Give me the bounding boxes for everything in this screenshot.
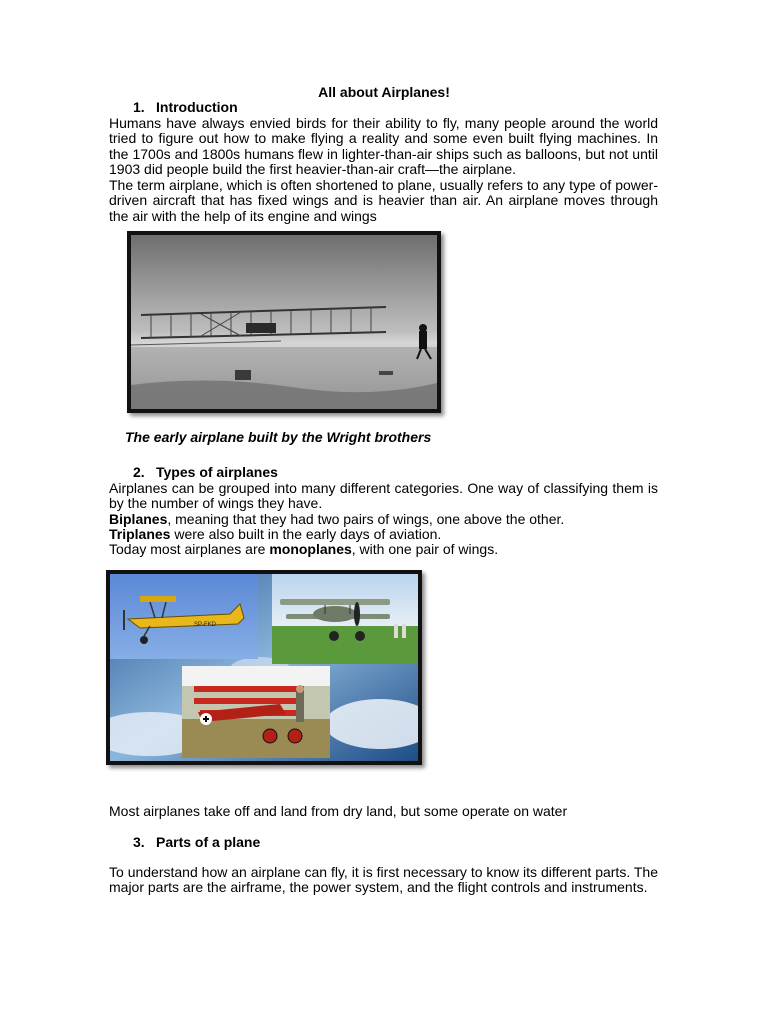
intro-paragraph-2: The term airplane, which is often shortened to plane, usually refers to any type of power-driven aircraft that has fixed wings and is heavier than air. An airplane moves through the air with the help of its engine and wings xyxy=(109,177,658,224)
triplanes-term: Triplanes xyxy=(109,526,171,542)
monoplanes-after: , with one pair of wings. xyxy=(351,541,499,557)
wright-flyer-image xyxy=(131,235,437,409)
parts-paragraph: To understand how an airplane can fly, it is first necessary to know its different parts. The major parts are the airframe, the power system, and the flight controls and instruments. xyxy=(109,864,658,896)
figure-caption: The early airplane built by the Wright brothers xyxy=(125,429,432,445)
biplanes-text: , meaning that they had two pairs of wings, one above the other. xyxy=(167,511,565,527)
section-number: 3. xyxy=(133,834,145,850)
section-number: 2. xyxy=(133,464,145,480)
monoplanes-before: Today most airplanes are xyxy=(109,541,270,557)
biplanes-term: Biplanes xyxy=(109,511,168,527)
airplane-types-collage xyxy=(106,570,422,765)
wright-brothers-photo xyxy=(127,231,441,413)
section-heading-introduction xyxy=(133,100,238,115)
monoplanes-line xyxy=(109,542,498,557)
triplanes-text: were also built in the early days of aviation. xyxy=(170,526,442,542)
registration-mark: SP-FKD xyxy=(194,622,217,628)
types-paragraph: Airplanes can be grouped into many different categories. One way of classifying them is by the number of wings they have. xyxy=(109,480,658,512)
section-heading-parts xyxy=(133,835,260,850)
document-title: All about Airplanes! xyxy=(318,84,450,100)
section-heading-text: Introduction xyxy=(156,99,238,115)
water-sentence: Most airplanes take off and land from dry land, but some operate on water xyxy=(109,803,568,819)
monoplanes-term: monoplanes xyxy=(269,541,352,557)
section-number: 1. xyxy=(133,99,145,115)
intro-paragraph-1: Humans have always envied birds for their ability to fly, many people around the world tried to figure out how to make flying a reality and some even built flying machines. In the 1700s and 1800s humans flew in lighter-than-air ships such as balloons, but not until 1903 did people build the first heavier-than-air craft—the airplane. xyxy=(109,115,658,178)
section-heading-text: Types of airplanes xyxy=(156,464,278,480)
section-heading-text: Parts of a plane xyxy=(156,834,261,850)
collage-image xyxy=(110,574,418,761)
section-heading-types xyxy=(133,465,278,480)
